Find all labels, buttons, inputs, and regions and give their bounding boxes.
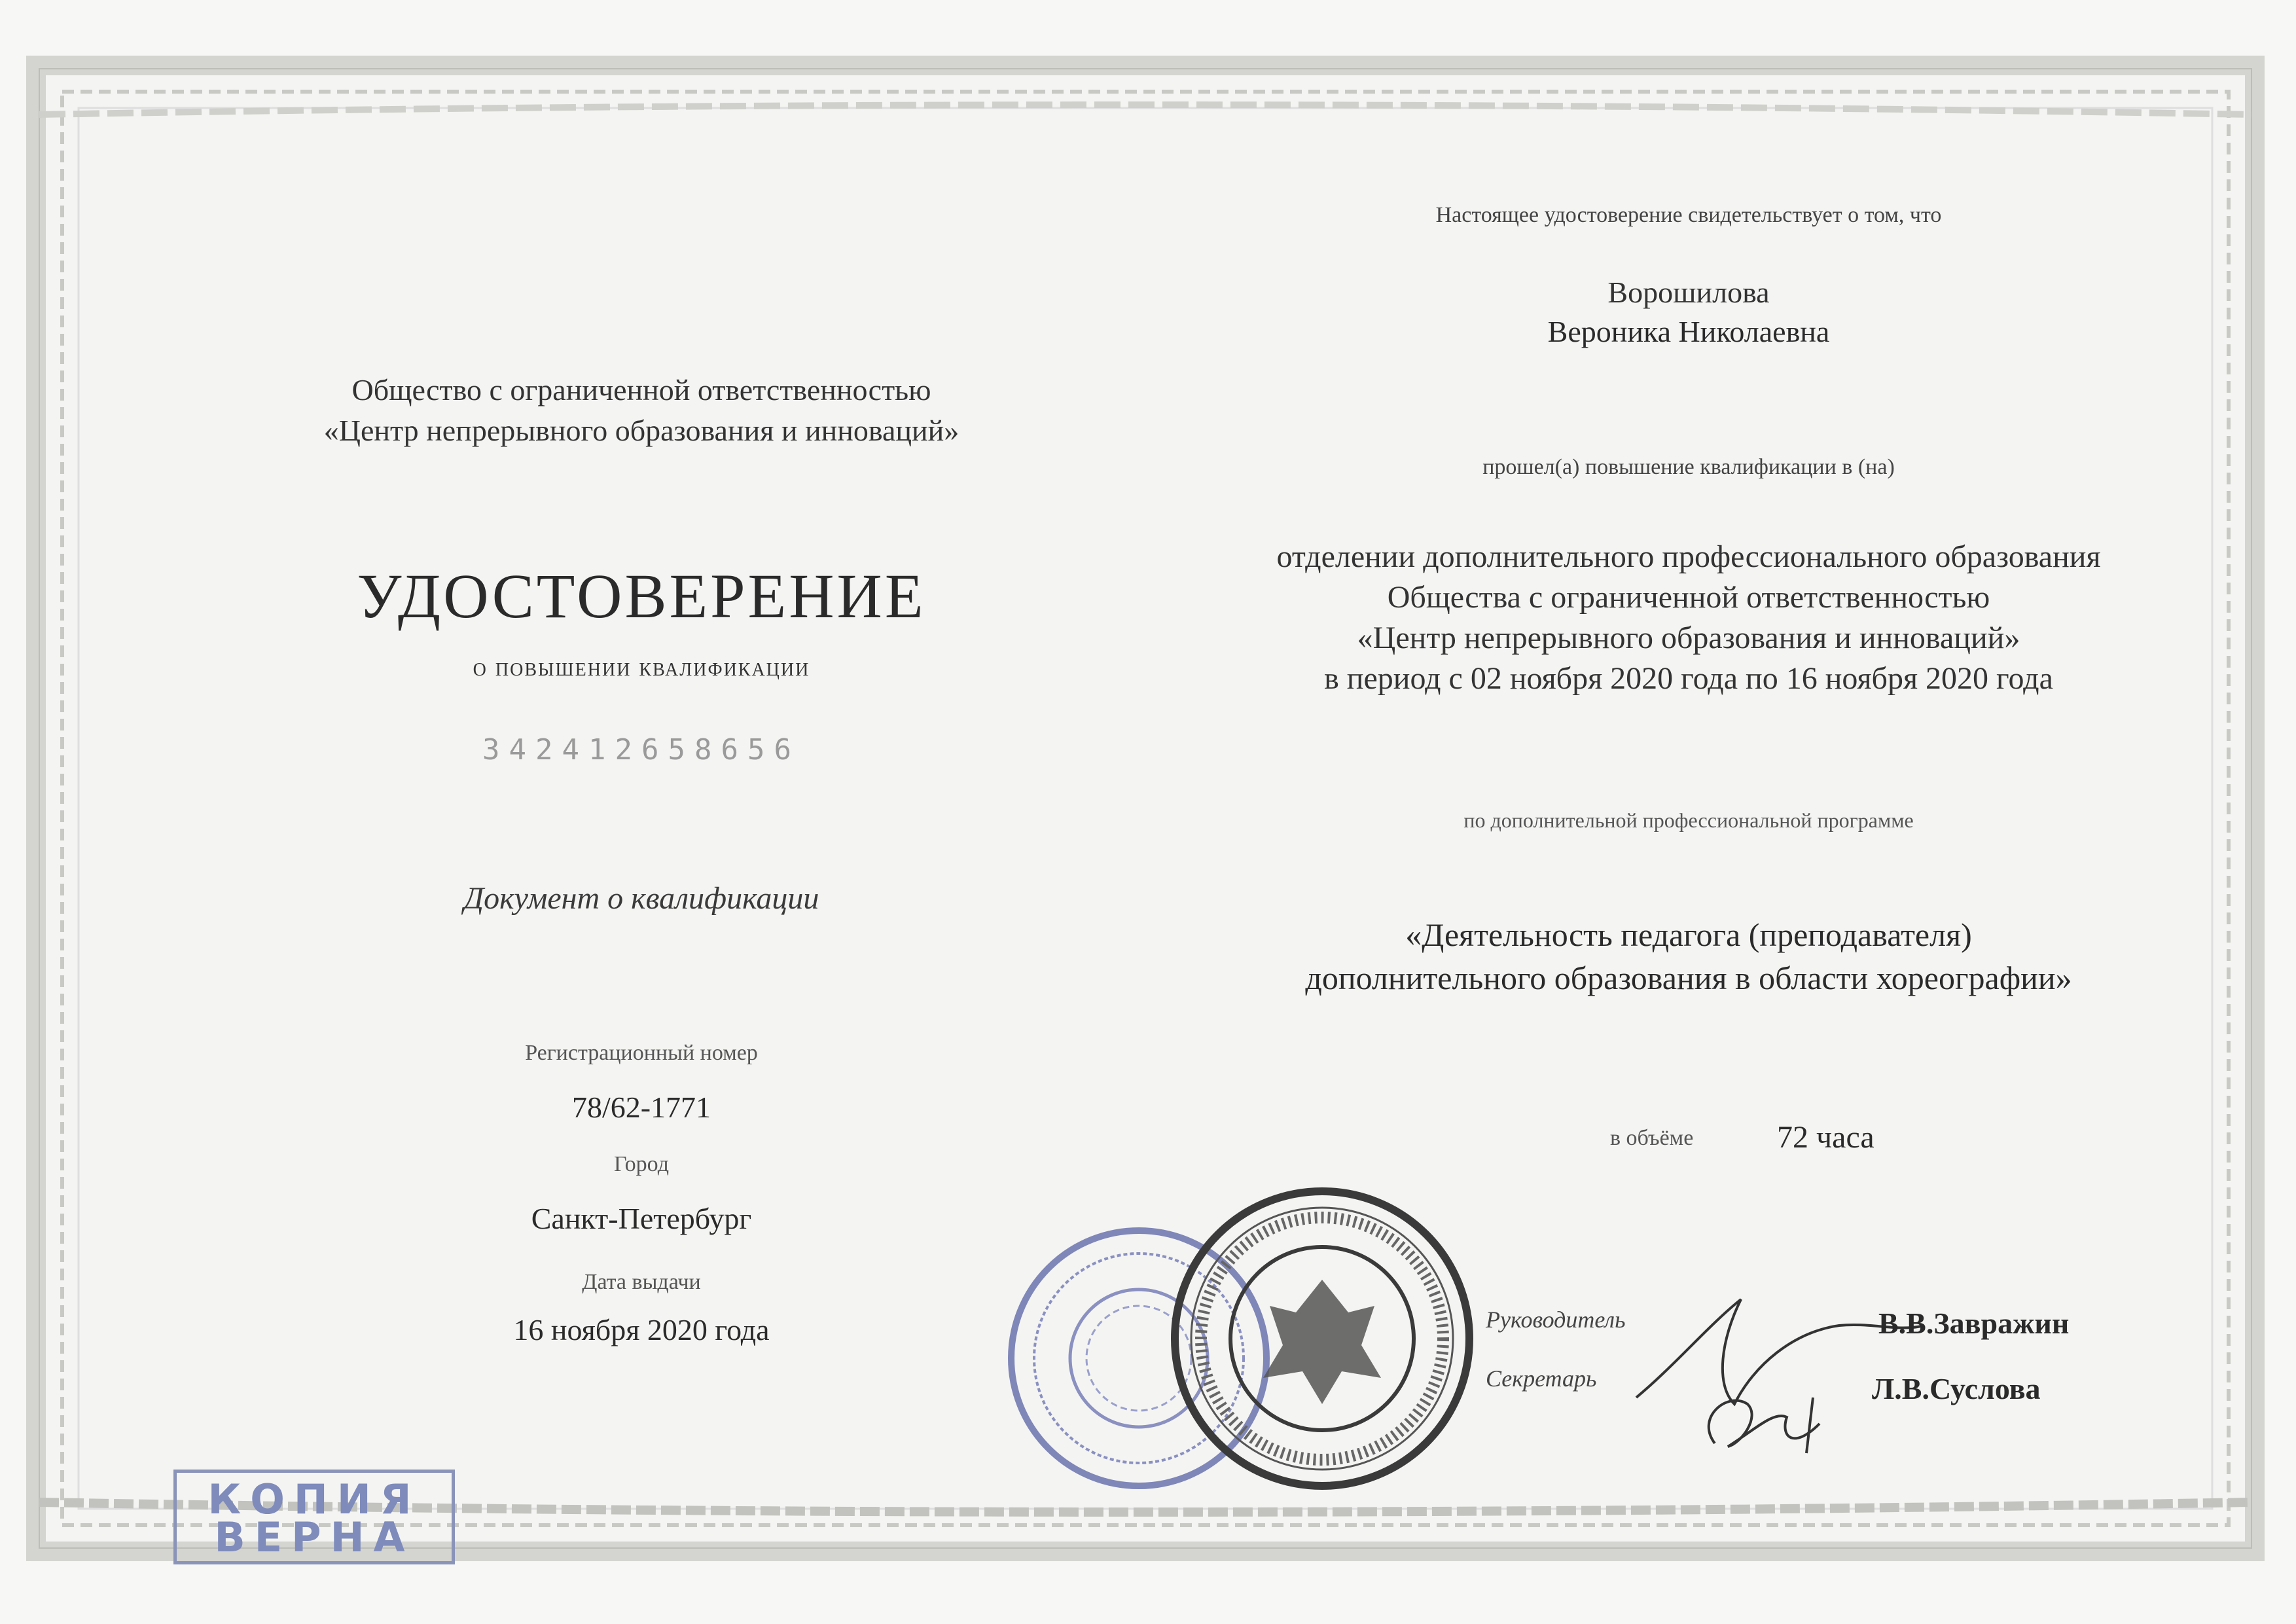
- inst-line4: в период с 02 ноября 2020 года по 16 ноября 2020 года: [1324, 661, 2053, 696]
- volume-value: 72 часа: [1777, 1120, 1874, 1155]
- role-secretary: Секретарь: [1486, 1365, 1597, 1392]
- volume-label: в объёме: [1610, 1126, 1694, 1150]
- inst-line3: «Центр непрерывного образования и инноваций»: [1357, 621, 2020, 655]
- institution-and-period: [1139, 537, 2238, 699]
- certificate-intro: Настоящее удостоверение свидетельствует о том, что: [1435, 203, 1942, 227]
- reg-number-value: 78/62-1771: [571, 1091, 711, 1124]
- holder-surname: Ворошилова: [1607, 276, 1770, 309]
- serial-number: 342412658656: [482, 733, 800, 767]
- org-line1: Общество с ограниченной ответственностью: [351, 373, 931, 406]
- city-value: Санкт-Петербург: [531, 1202, 752, 1235]
- city-label: Город: [614, 1152, 669, 1176]
- signer-head-name: В.В.Завражин: [1878, 1307, 2070, 1340]
- issue-date-label: Дата выдачи: [582, 1270, 701, 1294]
- issue-date-value: 16 ноября 2020 года: [513, 1313, 770, 1346]
- copy-stamp-line1: КОПИЯ: [207, 1475, 421, 1523]
- document-subtitle: о повышении квалификации: [473, 652, 810, 681]
- program-line1: «Деятельность педагога (преподавателя): [1405, 916, 1972, 953]
- role-head: Руководитель: [1486, 1307, 1626, 1333]
- copy-stamp-line2: ВЕРНА: [214, 1513, 414, 1561]
- copy-certified-stamp: [173, 1470, 455, 1564]
- program-intro: по дополнительной профессиональной программе: [1463, 808, 1914, 832]
- qualification-document-label: Документ о квалификации: [463, 881, 819, 916]
- holder-given-names: Вероника Николаевна: [1547, 315, 1830, 348]
- signature-secretary: [1689, 1378, 1846, 1463]
- document-title: УДОСТОВЕРЕНИЕ: [357, 561, 926, 631]
- round-seal-eagle: [1165, 1182, 1479, 1496]
- passed-training-text: прошел(а) повышение квалификации в (на): [1482, 455, 1895, 479]
- program-line2: дополнительного образования в области хореографии»: [1305, 960, 2072, 996]
- signer-secretary-name: Л.В.Суслова: [1872, 1372, 2041, 1405]
- inst-line1: отделении дополнительного профессионального образования: [1276, 539, 2101, 574]
- inst-line2: Общества с ограниченной ответственностью: [1387, 580, 1990, 615]
- org-line2: «Центр непрерывного образования и инноваций»: [323, 414, 960, 447]
- reg-number-label: Регистрационный номер: [525, 1041, 758, 1065]
- program-title: [1139, 913, 2238, 1000]
- issuing-organization: [216, 370, 1067, 451]
